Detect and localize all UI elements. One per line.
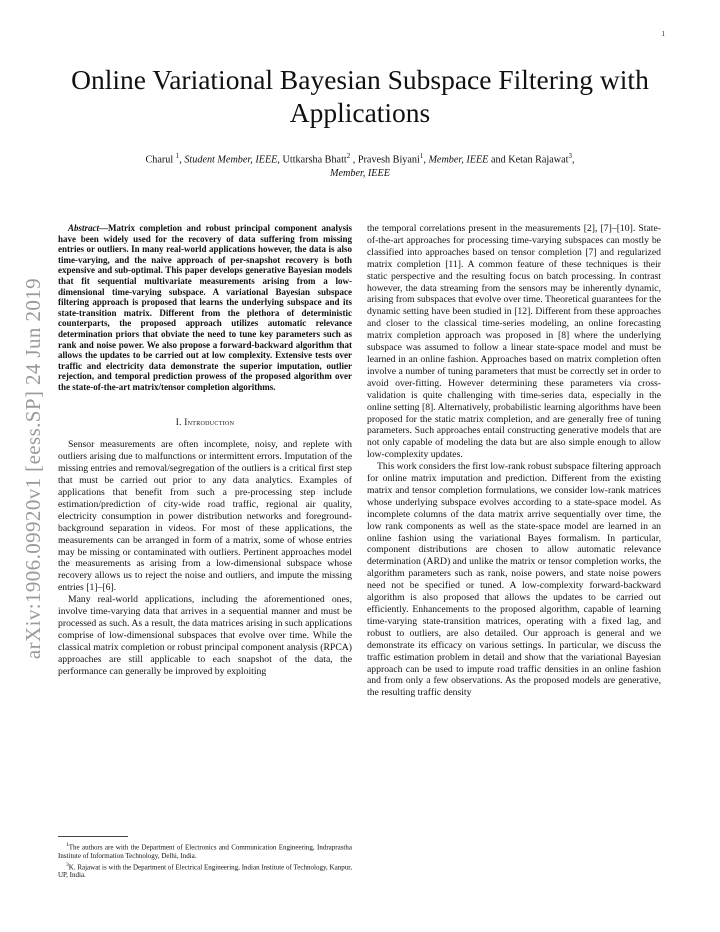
author-name: Ketan Rajawat [508,154,569,166]
footnote-text: The authors are with the Department of Electronics and Communication Engineering, Indraprastha Institute of Information Technology, Delhi, India. [58,843,352,860]
footnote [58,861,352,881]
body-paragraph: Many real-world applications, including the aforementioned ones, involve time-varying data that arrives in a sequential manner and must be processed as such. As a result, the data matrices arising in such applications comprise of low-dimensional subspaces that evolve over time. While the classical matrix completion or robust principal component analysis (RPCA) approaches are still applicable to each snapshot of the data, the performance can generally be improved by exploiting [58,594,352,677]
author-name: Uttkarsha Bhatt [282,154,347,166]
affiliation-mark: 2 [346,152,351,160]
paper-title: Online Variational Bayesian Subspace Filtering with Applications [71,64,649,128]
affiliation-mark: 3 [568,152,572,160]
abstract-label: Abstract [68,223,100,233]
right-column [367,223,661,699]
abstract-text: Matrix completion and robust principal component analysis have been widely used for the recovery of data suffering from missing entries or outliers. In many real-world applications however, the data is also time-varying, and the naive approach of per-snapshot recovery is both expensive and sub-optimal. This paper develops generative Bayesian models that fit sequential multivariate measurements arising from a low-dimensional time-varying subspace. A variational Bayesian subspace filtering approach is proposed that learns the underlying subspace and its state-transition matrix. Different from the plethora of deterministic counterparts, the proposed approach utilizes automatic relevance determination priors that obviate the need to tune key parameters such as rank and noise power. We also propose a forward-backward algorithm that allows the updates to be carried out at low complexity. Extensive tests over traffic and electricity data demonstrate the superior imputation, outlier rejection, and temporal prediction prowess of the proposed algorithm over the state-of-the-art matrix/tensor completion algorithms. [58,223,352,392]
author-conjunction: and [488,154,509,166]
affiliation-mark: 1 [419,152,424,160]
author-name: Charul [145,154,176,166]
left-column [58,223,352,678]
abstract [58,223,352,393]
page-number: 1 [661,30,665,38]
affiliation-mark: 1 [175,152,180,160]
body-paragraph-continued: the temporal correlations present in the measurements [2], [7]–[10]. State-of-the-art approaches for processing time-varying subspaces can mostly be classified into approaches based on tensor completion [7] and regularized matrix completion [11]. A common feature of these techniques is their static perspective and the resulting focus on batch processing. In contrast however, the data streaming from the sensors may be inherently dynamic, arising from subspaces that evolve over time. Theoretical guarantees for the dynamic setting have been studied in [12]. Different from these approaches and closer to the classical time-series modeling, an online forecasting matrix completion approach was proposed in [8] where the underlying subspace was assumed to follow a linear state-space model and must be learned in an online fashion. Approaches based on matrix completion often involve a number of tuning parameters that must be correctly set in order to avoid over-fitting. However determining these parameters via cross-validation is quite challenging with time-series data, especially in the online setting [8]. Alternatively, probabilistic learning algorithms have been proposed for the static matrix completion, and are generally free of tuning parameters. Such approaches entail constructing generative models that are not only capable of modeling the data but are also simple enough to allow low-complexity updates. [367,223,661,461]
footnote-text: K. Rajawat is with the Department of Electrical Engineering, Indian Institute of Technology, Kanpur, UP, India. [58,862,352,880]
footnote-mark: 3 [66,861,69,868]
abstract-dash: — [99,223,109,233]
footnotes [58,836,352,880]
body-paragraph: Sensor measurements are often incomplete, noisy, and replete with outliers arising due to malfunctions or intermittent errors. Imputation of the missing entries and removal/segregation of the outliers is a critical first step that must be carried out prior to any data analytics. Examples of applications that benefit from such a pre-processing step include estimation/prediction of city-wide road traffic, regional air quality, electricity consumption in power distribution networks and foreground-background separation in videos. For most of these applications, the measurements can be arranged in form of a matrix, some of whose entries may be missing or contaminated with outliers. Pertinent approaches model the measurements as arising from a low-dimensional subspace whose recovery allows us to reject the noise and outliers, and impute the missing entries [1]–[6]. [58,439,352,594]
author-role: Student Member, IEEE [184,154,278,166]
author-name: Pravesh Biyani [357,154,420,166]
arxiv-stamp-text: arXiv:1906.09920v1 [eess.SP] 24 Jun 2019 [21,277,46,659]
footnote-mark: 1 [66,842,69,848]
body-paragraph: This work considers the first low-rank robust subspace filtering approach for online matrix imputation and prediction. Different from the existing matrix and tensor completion formulations, we consider low-rank matrices whose underlying subspace evolves according to a state-space model. As incomplete columns of the data matrix arrive sequentially over time, the low rank components as well as the state-space model are learned in an online fashion using the variational Bayes formalism. In particular, component distributions are chosen to allow automatic relevance determination (ARD) and unlike the matrix or tensor completion works, the algorithm parameters such as rank, noise powers, and state noise powers need not be specified or tuned. A low-complexity forward-backward algorithm is also proposed that allows the updates to be carried out efficiently. Enhancements to the proposed algorithm, capable of learning time-varying state-transition matrices, operating with a fixed lag, and robust to outliers, are also detailed. Our approach is general and we demonstrate its efficacy on various settings. In particular, we discuss the traffic estimation problem in detail and show that the variational Bayesian approach can be used to impute road traffic densities in an online fashion and from only a few observations. As the proposed models are generative, the resulting traffic density [367,461,661,699]
author-list: Charul $^1$, Student Member, IEEE, Uttkarsha Bhatt$^2$ , Pravesh Biyani$^1$, Member, IEEE and Ketan Rajawat$^3$, Member, IEEE [145,152,575,180]
section-heading: I. Introduction [175,416,235,427]
author-role: Member, IEEE [428,154,489,166]
author-role: Member, IEEE [330,168,390,180]
footnote [58,841,352,861]
footnote-rule [58,836,128,837]
arxiv-identifier-stamp [22,258,46,678]
